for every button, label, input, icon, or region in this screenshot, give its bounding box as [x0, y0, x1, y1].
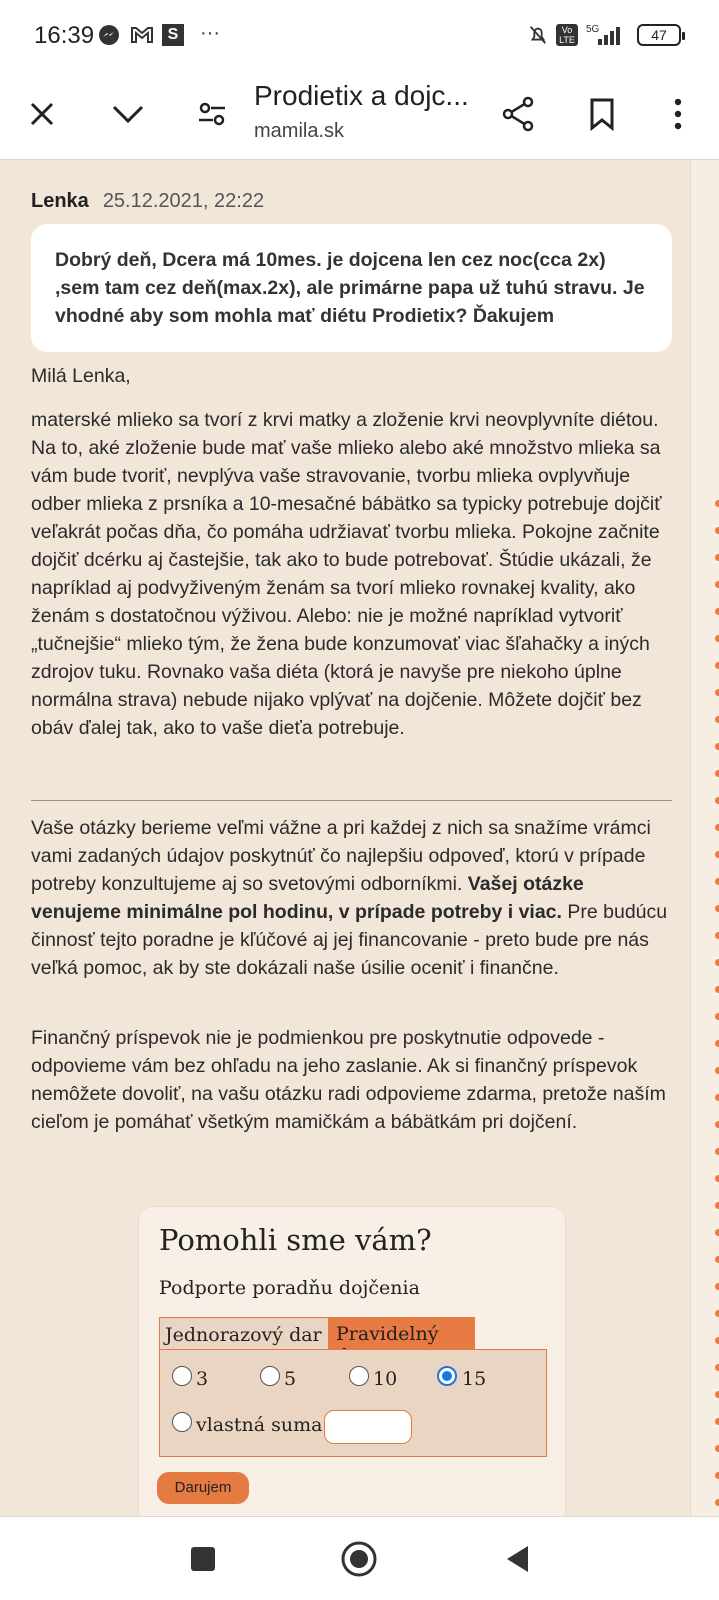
rail-dot — [715, 1418, 719, 1425]
article-content — [0, 160, 690, 1516]
home-button[interactable] — [337, 1537, 381, 1581]
rail-dot — [715, 1445, 719, 1452]
back-triangle-icon — [504, 1544, 532, 1574]
rail-dot — [715, 770, 719, 777]
messenger-icon — [98, 24, 120, 46]
divider — [31, 800, 672, 801]
rail-dot — [715, 554, 719, 561]
question-card: Dobrý deň, Dcera má 10mes. je dojcena len cez noc(cca 2x) ,sem tam cez deň(max.2x), ale primárne papa už tuhú stravu. Je vhodné aby som mohla mať diétu Prodietix? Ďakujem — [31, 224, 672, 352]
rail-dot — [715, 905, 719, 912]
radio-custom-amount[interactable] — [172, 1412, 192, 1432]
page-title: Prodietix a dojc... — [254, 80, 469, 111]
rail-dot — [715, 959, 719, 966]
system-nav-bar — [0, 1516, 719, 1600]
post-meta — [31, 190, 264, 213]
rail-dot — [715, 1202, 719, 1209]
rail-dot — [715, 824, 719, 831]
rail-dot — [715, 635, 719, 642]
radio-amount-10[interactable] — [349, 1366, 369, 1386]
signal-icon — [596, 24, 626, 46]
rail-dot — [715, 1472, 719, 1479]
info-text-end: Pre budúcu činnosť tejto poradne je kľúčové aj jej financovanie - preto bude pre nás veľká pomoc, ak by ste dokázali naše úsilie oceniť i finančne. — [31, 901, 668, 979]
rail-dot — [715, 1310, 719, 1317]
tune-icon — [197, 101, 227, 127]
more-options-button[interactable] — [654, 90, 702, 138]
rail-dot — [715, 797, 719, 804]
chevron-down-icon — [111, 104, 145, 124]
gmail-icon — [130, 24, 154, 46]
rail-dot — [715, 1337, 719, 1344]
recent-apps-button[interactable] — [181, 1537, 225, 1581]
browser-toolbar — [0, 70, 719, 160]
rail-dot — [715, 716, 719, 723]
rail-dot — [715, 500, 719, 507]
share-button[interactable] — [494, 90, 542, 138]
custom-amount-input[interactable] — [324, 1410, 412, 1444]
rail-dot — [715, 1148, 719, 1155]
donate-button[interactable]: Darujem — [157, 1472, 249, 1504]
rail-dot — [715, 878, 719, 885]
rail-dot — [715, 581, 719, 588]
rail-dot — [715, 1121, 719, 1128]
rail-dot — [715, 986, 719, 993]
radio-amount-3[interactable] — [172, 1366, 192, 1386]
home-circle-icon — [339, 1539, 379, 1579]
tab-one-time-gift[interactable]: Jednorazový dar — [159, 1317, 329, 1351]
bookmark-icon — [589, 97, 615, 131]
post-author: Lenka — [31, 190, 89, 212]
tab-recurring-gift[interactable]: Pravidelný — [329, 1317, 475, 1351]
rail-dot — [715, 608, 719, 615]
s-app-icon: S — [162, 24, 184, 46]
amount-label-10: 10 — [373, 1368, 398, 1390]
side-column — [690, 160, 719, 1516]
more-vert-icon — [674, 98, 682, 130]
square-icon — [190, 1546, 216, 1572]
answer-greeting: Milá Lenka, — [31, 365, 131, 387]
page-url: mamila.sk — [254, 120, 345, 142]
info-text-start: Vaše otázky berieme veľmi vážne a pri každej z nich sa snažíme vrámci vami zadaných údajov poskytnúť čo najlepšiu odpoveď, ktorú v prípade potreby konzultujeme aj so svetovými odborníkmi. — [31, 817, 651, 895]
info-text-bold: Vašej otázke venujeme minimálne pol hodinu, v prípade potreby i viac. — [31, 873, 584, 923]
info-paragraph-2: Finančný príspevok nie je podmienkou pre poskytnutie odpovede - odpovieme vám bez ohľadu na jeho zaslanie. Ak si finančný príspevok nemôžete dovoliť, na vašu otázku radi odpovieme zdarma, pretože naším cieľom je pomáhať všetkým mamičkám a bábätkám pri dojčení. — [31, 1027, 666, 1133]
site-settings-button[interactable] — [188, 90, 236, 138]
rail-dot — [715, 1094, 719, 1101]
rail-dot — [715, 1013, 719, 1020]
rail-dot — [715, 1391, 719, 1398]
amount-label-5: 5 — [284, 1368, 297, 1390]
amount-label-15: 15 — [462, 1368, 487, 1390]
rail-dot — [715, 1256, 719, 1263]
rail-dot — [715, 851, 719, 858]
radio-amount-5[interactable] — [260, 1366, 280, 1386]
status-bar — [0, 0, 719, 70]
bookmark-button[interactable] — [578, 90, 626, 138]
donation-title: Pomohli sme vám? — [159, 1223, 432, 1257]
mute-icon — [526, 24, 550, 46]
donation-box — [138, 1206, 566, 1516]
info-paragraph-1 — [31, 814, 676, 982]
close-icon — [28, 100, 56, 128]
amount-panel — [159, 1349, 547, 1457]
rail-dot — [715, 1364, 719, 1371]
answer-body: materské mlieko sa tvorí z krvi matky a zloženie krvi neovplyvníte diétou. Na to, aké zloženie bude mať vaše mlieko alebo aké množstvo mlieka sa vám bude tvoriť, nevplýva vaše stravovanie, tvorbu mlieka ovplyvňuje odber mlieka z prsníka a 10-mesačné bábätko sa typicky potrebuje dojčiť veľakrát počas dňa, čo pomáha udržiavať tvorbu mlieka. Pokojne začnite dojčiť dcérku aj častejšie, tak ako to bude potrebovať. Štúdie ukázali, že napríklad aj podvyživeným ženám sa tvorí mlieko rovnakej kvality, ako ženám s dostatočnou výživou. Alebo: nie je možné napríklad vytvoriť „tučnejšie“ mlieko tým, že žena bude konzumovať viac šľahačky a iných zdrojov tuku. Rovnako vaša diéta (ktorá je navyše pre niekoho úplne normálna strava) nebude nijako vplývať na dojčenie. Môžete dojčiť bez obáv ďalej tak, ako to vaše dieťa potrebuje. — [31, 409, 662, 739]
rail-dot — [715, 1283, 719, 1290]
back-button[interactable] — [496, 1537, 540, 1581]
donation-subtitle: Podporte poradňu dojčenia — [159, 1277, 420, 1299]
rail-dot — [715, 662, 719, 669]
rail-dot — [715, 1229, 719, 1236]
amount-label-3: 3 — [196, 1368, 209, 1390]
rail-dot — [715, 689, 719, 696]
close-tab-button[interactable] — [18, 90, 66, 138]
rail-dot — [715, 1175, 719, 1182]
minimize-button[interactable] — [104, 90, 152, 138]
volte-icon: Vo LTE — [556, 24, 578, 46]
post-date: 25.12.2021, 22:22 — [102, 190, 265, 212]
battery-indicator: 47 — [637, 24, 681, 46]
share-icon — [501, 96, 535, 132]
radio-amount-15[interactable] — [437, 1366, 457, 1386]
rail-dot — [715, 743, 719, 750]
rail-dot — [715, 527, 719, 534]
rail-dot — [715, 932, 719, 939]
custom-amount-label: vlastná suma — [196, 1414, 323, 1436]
rail-dot — [715, 1040, 719, 1047]
status-time: 16:39 — [34, 22, 95, 49]
more-notifications-icon: ··· — [200, 22, 220, 44]
network-type: 5G — [586, 24, 600, 35]
rail-dot — [715, 1499, 719, 1506]
rail-dot — [715, 1067, 719, 1074]
